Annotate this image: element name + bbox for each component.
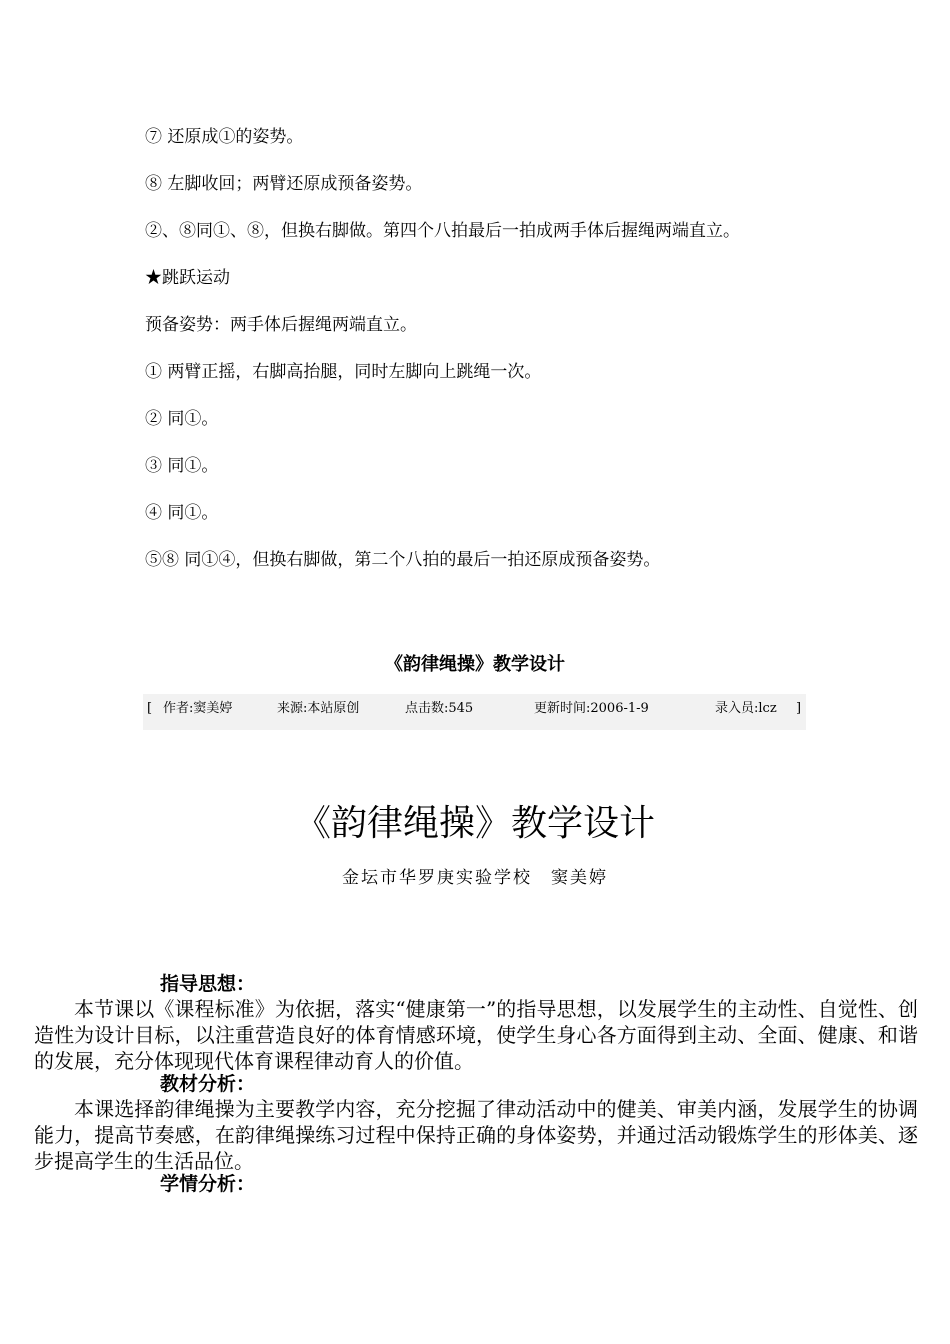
article-byline: 金坛市华罗庚实验学校 窦美婷 (342, 868, 608, 888)
article-title: 《韵律绳操》教学设计 (294, 803, 655, 844)
section-star-heading: ★跳跃运动 (145, 268, 230, 288)
section-paragraph: 本节课以《课程标准》为依据，落实“健康第一”的指导思想，以发展学生的主动性、自觉性、创造性为设计目标，以注重营造良好的体育情感环境，使学生身心各方面得到主动、全面、健康、和谐的发展，充分体现现代体育课程律动育人的价值。 (34, 997, 918, 1073)
section-heading: 学情分析： (160, 1173, 256, 1195)
step-line: ⑤⑧ 同①④，但换右脚做，第二个八拍的最后一拍还原成预备姿势。 (145, 550, 661, 570)
step-line: ② 同①。 (145, 409, 219, 429)
info-open-bracket: [ (147, 701, 153, 716)
info-recorder: 录入员:lcz (715, 701, 777, 716)
info-author: 作者:窦美婷 (163, 701, 233, 716)
step-line: ③ 同①。 (145, 456, 219, 476)
section-paragraph: 本课选择韵律绳操为主要教学内容，充分挖掘了律动活动中的健美、审美内涵，发展学生的协调能力，提高节奏感，在韵律绳操练习过程中保持正确的身体姿势，并通过活动锻炼学生的形体美、逐步提高学生的生活品位。 (34, 1097, 918, 1173)
step-line: ②、⑧同①、⑧，但换右脚做。第四个八拍最后一拍成两手体后握绳两端直立。 (145, 221, 740, 241)
article-small-title: 《韵律绳操》教学设计 (385, 654, 565, 675)
step-line: ④ 同①。 (145, 503, 219, 523)
section-heading: 教材分析： (160, 1073, 256, 1095)
section-heading: 指导思想： (160, 973, 256, 995)
info-clicks: 点击数:545 (405, 701, 474, 716)
step-line: ① 两臂正摇，右脚高抬腿，同时左脚向上跳绳一次。 (145, 362, 542, 382)
info-close-bracket: ] (796, 701, 802, 716)
step-line: 预备姿势：两手体后握绳两端直立。 (145, 315, 417, 335)
info-updated: 更新时间:2006-1-9 (534, 701, 649, 716)
article-info-bar (143, 694, 806, 730)
step-line: ⑧ 左脚收回；两臂还原成预备姿势。 (145, 174, 423, 194)
step-line: ⑦ 还原成①的姿势。 (145, 127, 304, 147)
info-source: 来源:本站原创 (277, 701, 360, 716)
